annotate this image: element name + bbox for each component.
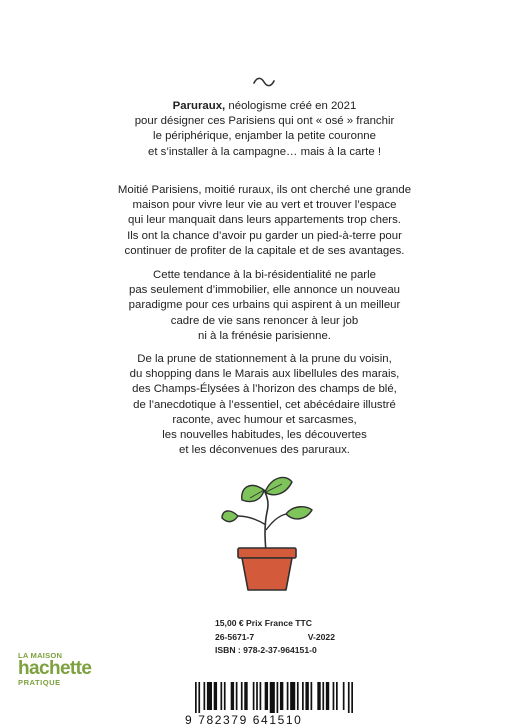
- paragraph-line: Ils ont la chance d’avoir pu garder un pied-à-terre pour: [127, 229, 402, 242]
- paragraph-line: cadre de vie sans renoncer à leur job: [170, 314, 359, 327]
- barcode-bar: [311, 682, 313, 710]
- barcode-area: [185, 682, 357, 728]
- barcode-bar: [333, 682, 335, 710]
- paragraph-line: ni à la frénésie parisienne.: [198, 329, 331, 342]
- barcode-bar: [297, 682, 299, 710]
- barcode-bar: [241, 682, 243, 710]
- barcode-bar: [224, 682, 226, 710]
- barcode-bar: [270, 682, 275, 713]
- tilde-ornament-icon: [252, 76, 276, 88]
- barcode-bar: [351, 682, 353, 713]
- barcode-bar: [348, 682, 350, 713]
- paragraph-description: [40, 183, 489, 259]
- paragraph-line: pas seulement d’immobilier, elle annonce un nouveau: [128, 284, 401, 297]
- paragraph-line: continuer de profiter de la capitale et de ses avantages.: [124, 244, 405, 257]
- barcode-bar: [336, 682, 338, 710]
- barcode-bar: [277, 682, 279, 713]
- barcode-bar: [244, 682, 247, 710]
- price-info: [215, 617, 365, 658]
- publisher-logo-main: hachette: [18, 658, 92, 679]
- paragraph-line: De la prune de stationnement à la prune du voisin,: [137, 353, 392, 365]
- paragraph-abecedaire: [40, 352, 489, 458]
- paragraph-line: raconte, avec humour et sarcasmes,: [172, 413, 357, 426]
- paragraph-line: qui leur manquait dans leurs appartements trop chers.: [128, 214, 401, 227]
- barcode-bar: [317, 682, 320, 710]
- barcode-bar: [207, 682, 212, 710]
- potted-plant-icon: [220, 470, 314, 592]
- paragraph-line: Paruraux, néologisme créé en 2021: [172, 100, 357, 112]
- paragraph-definition: [40, 99, 489, 160]
- publisher-logo-top: LA MAISON: [18, 651, 63, 660]
- isbn-number: ISBN : 978-2-37-964151-0: [215, 645, 317, 655]
- paragraph-line: Moitié Parisiens, moitié ruraux, ils ont cherché une grande: [117, 184, 412, 196]
- barcode-bar: [287, 682, 289, 710]
- ean-barcode-icon: [195, 682, 353, 713]
- barcode-bar: [326, 682, 329, 710]
- paragraph-line: et les déconvenues des paruraux.: [179, 444, 350, 457]
- barcode-bar: [260, 682, 262, 710]
- paragraph-line: du shopping dans le Marais aux libellules des marais,: [129, 368, 400, 381]
- barcode-bar: [322, 682, 324, 710]
- paragraph-line: Cette tendance à la bi-résidentialité ne parle: [153, 269, 376, 281]
- edition-version: V-2022: [307, 631, 335, 642]
- paragraph-line: les nouvelles habitudes, les découvertes: [162, 429, 367, 442]
- barcode-bar: [290, 682, 295, 710]
- barcode-bar: [302, 682, 304, 710]
- barcode-bar: [220, 682, 222, 710]
- barcode-bar: [256, 682, 258, 710]
- barcode-bar: [253, 682, 255, 710]
- barcode-digits: 9 782379 641510: [185, 713, 303, 727]
- barcode-bar: [203, 682, 205, 710]
- barcode-bar: [305, 682, 308, 710]
- paragraph-line: le périphérique, enjamber la petite couronne: [153, 130, 376, 143]
- paragraph-trend: [40, 268, 489, 344]
- paragraph-line: des Champs-Élysées à l’horizon des champs de blé,: [132, 383, 397, 396]
- product-code: 26-5671-7: [215, 631, 255, 642]
- barcode-bar: [265, 682, 268, 710]
- publisher-logo: [18, 651, 98, 687]
- lead-word: Paruraux,: [172, 100, 226, 112]
- barcode-bar: [280, 682, 283, 710]
- barcode-bar: [195, 682, 197, 713]
- paragraph-line: et s’installer à la campagne… mais à la carte !: [148, 145, 381, 158]
- paragraph-line: paradigme pour ces urbains qui aspirent à un meilleur: [128, 299, 401, 312]
- paragraph-line: de l’anecdotique à l’essentiel, cet abécédaire illustré: [133, 398, 396, 411]
- barcode-bar: [198, 682, 200, 713]
- paragraph-line: maison pour vivre leur vie au vert et trouver l’espace: [132, 199, 397, 212]
- price-label: 15,00 € Prix France TTC: [215, 618, 312, 628]
- barcode-bar: [236, 682, 238, 710]
- barcode-bar: [343, 682, 345, 710]
- publisher-logo-bottom: PRATIQUE: [18, 678, 61, 687]
- barcode-bar: [231, 682, 234, 710]
- paragraph-line: pour désigner ces Parisiens qui ont « osé » franchir: [134, 115, 395, 128]
- barcode-bar: [214, 682, 217, 710]
